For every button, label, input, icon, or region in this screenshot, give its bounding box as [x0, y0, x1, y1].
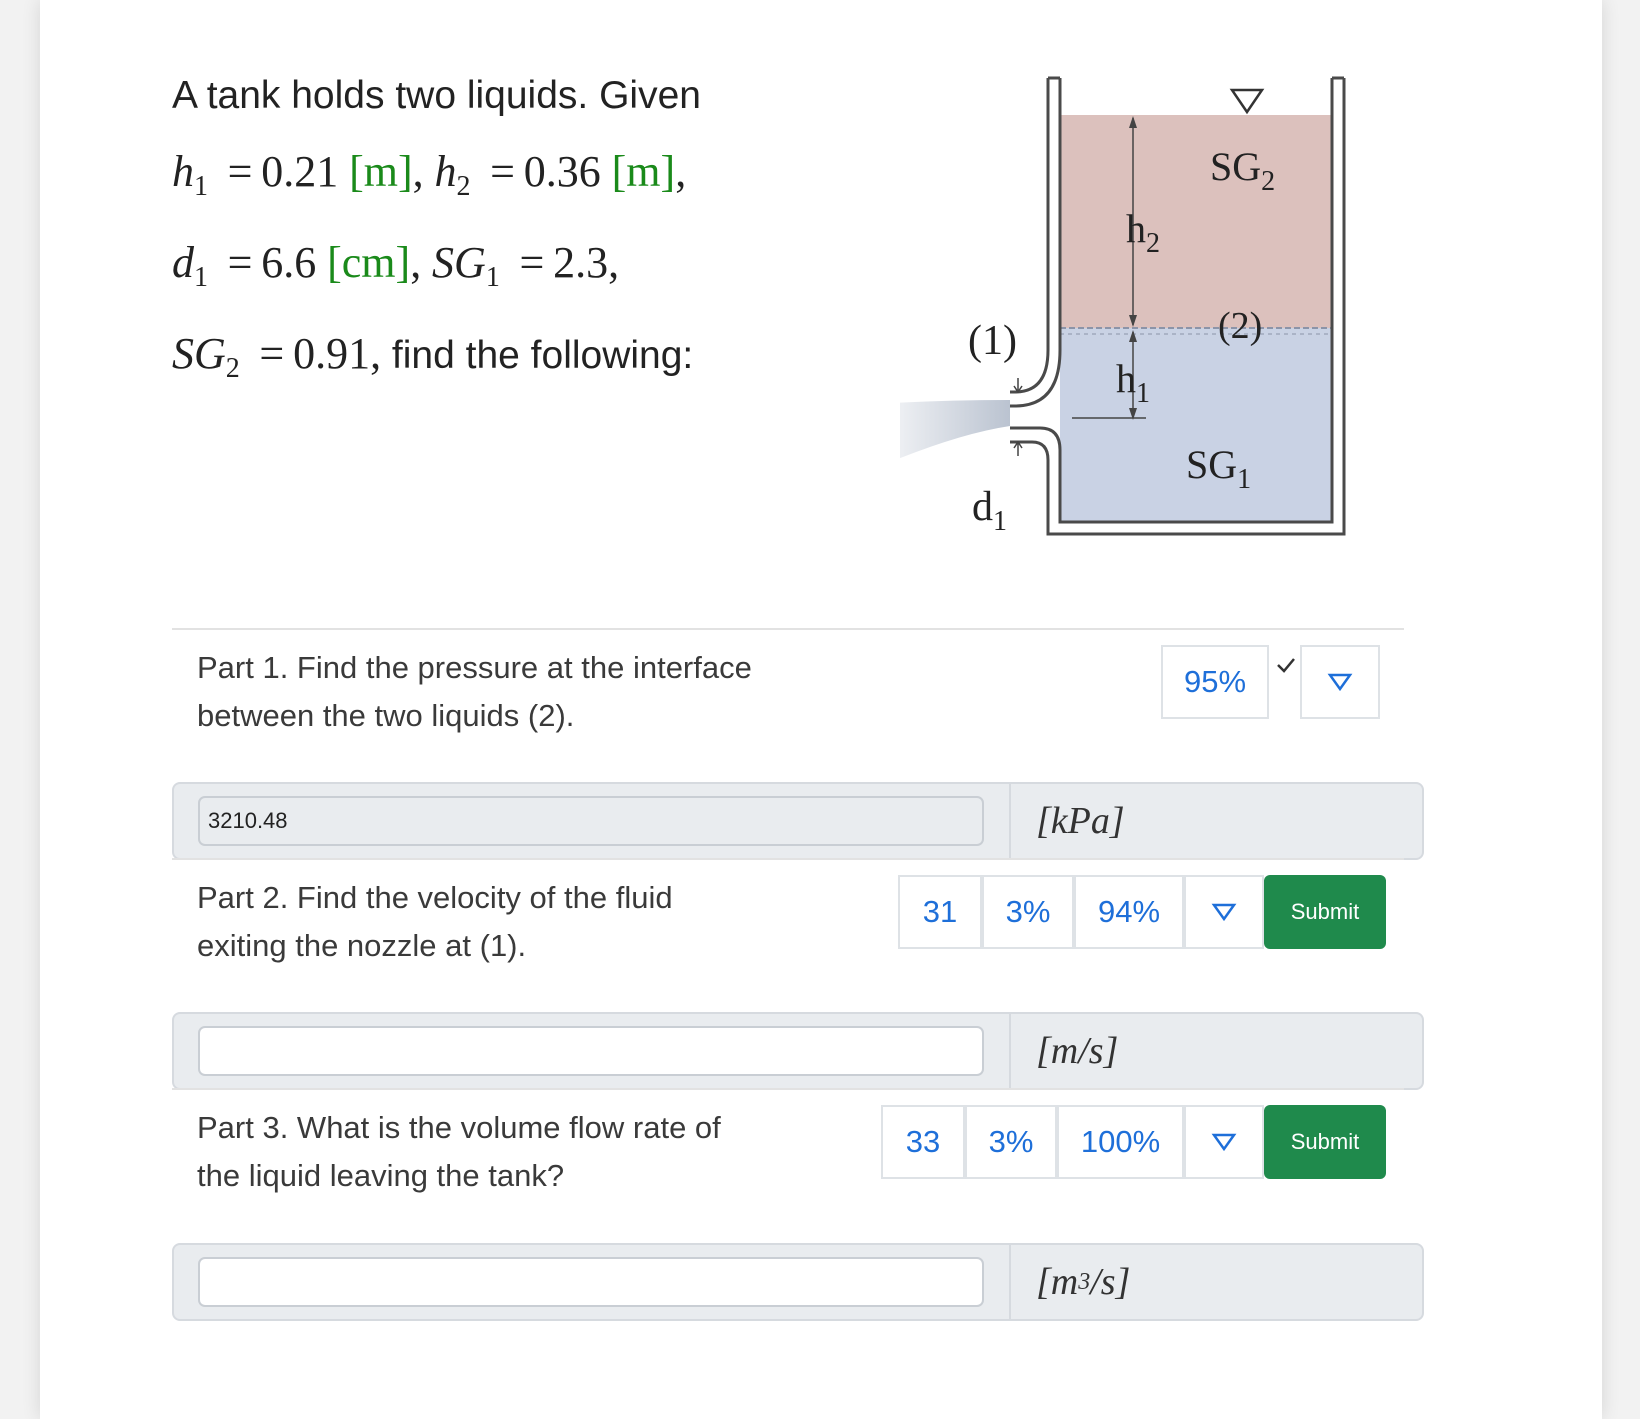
part3-penalty: 3%	[965, 1105, 1057, 1179]
part1-answer-group	[172, 782, 1424, 860]
triangle-down-icon	[1327, 671, 1353, 693]
label-point2: (2)	[1218, 305, 1263, 347]
label-d1: $d_1$	[972, 484, 1007, 537]
water-jet	[900, 400, 1010, 475]
free-surface-icon	[1232, 90, 1262, 112]
part1-question: Part 1. Find the pressure at the interface between the two liquids (2).	[197, 650, 752, 733]
part2-toggle-button[interactable]	[1184, 875, 1264, 949]
divider	[172, 1088, 1404, 1090]
part2-question: Part 2. Find the velocity of the fluid exiting the nozzle at (1).	[197, 880, 673, 963]
given-heights: $h_1 = 0.21$ [m], $h_2 = 0.36$ [m],	[172, 147, 687, 202]
problem-statement	[172, 58, 792, 406]
problem-intro: A tank holds two liquids. Given	[172, 74, 701, 117]
part1-answer-input[interactable]	[198, 796, 984, 846]
part1-score: 95%	[1161, 645, 1269, 719]
given-sg2: $SG_2 = 0.91$, find the following:	[172, 328, 694, 384]
part2-answer-input[interactable]	[198, 1026, 984, 1076]
part1-unit: [kPa]	[1036, 800, 1125, 842]
label-h1: $h_1$	[1116, 356, 1150, 409]
part3-submit-button[interactable]: Submit	[1264, 1105, 1386, 1179]
part2-penalty: 3%	[982, 875, 1074, 949]
part3-toggle-button[interactable]	[1184, 1105, 1264, 1179]
given-diameter-sg1: $d_1 = 6.6$ [cm], $SG_1 = 2.3$,	[172, 237, 620, 293]
part3-question: Part 3. What is the volume flow rate of the liquid leaving the tank?	[197, 1110, 721, 1193]
label-h2: $h_2$	[1126, 206, 1160, 259]
part3-attempts: 33	[881, 1105, 965, 1179]
part3-score: 100%	[1057, 1105, 1184, 1179]
part2-submit-button[interactable]: Submit	[1264, 875, 1386, 949]
part2-attempts: 31	[898, 875, 982, 949]
divider	[172, 628, 1404, 630]
liquid-sg2	[1060, 115, 1332, 328]
label-sg1: $SG_1$	[1186, 442, 1252, 495]
liquid-sg1	[1060, 328, 1332, 521]
label-point1: (1)	[968, 318, 1017, 364]
check-icon	[1276, 656, 1296, 674]
part3-unit: [m 3 /s]	[1036, 1261, 1131, 1303]
divider	[172, 858, 1404, 860]
part1-toggle-button[interactable]	[1300, 645, 1380, 719]
label-sg2: $SG_2$	[1210, 144, 1276, 197]
part3-answer-input[interactable]	[198, 1257, 984, 1307]
triangle-down-icon	[1211, 901, 1237, 923]
part2-score: 94%	[1074, 875, 1184, 949]
part2-unit: [m/s]	[1036, 1030, 1119, 1072]
part3-answer-group	[172, 1243, 1424, 1321]
tank-diagram	[900, 70, 1440, 590]
triangle-down-icon	[1211, 1131, 1237, 1153]
part2-answer-group	[172, 1012, 1424, 1090]
